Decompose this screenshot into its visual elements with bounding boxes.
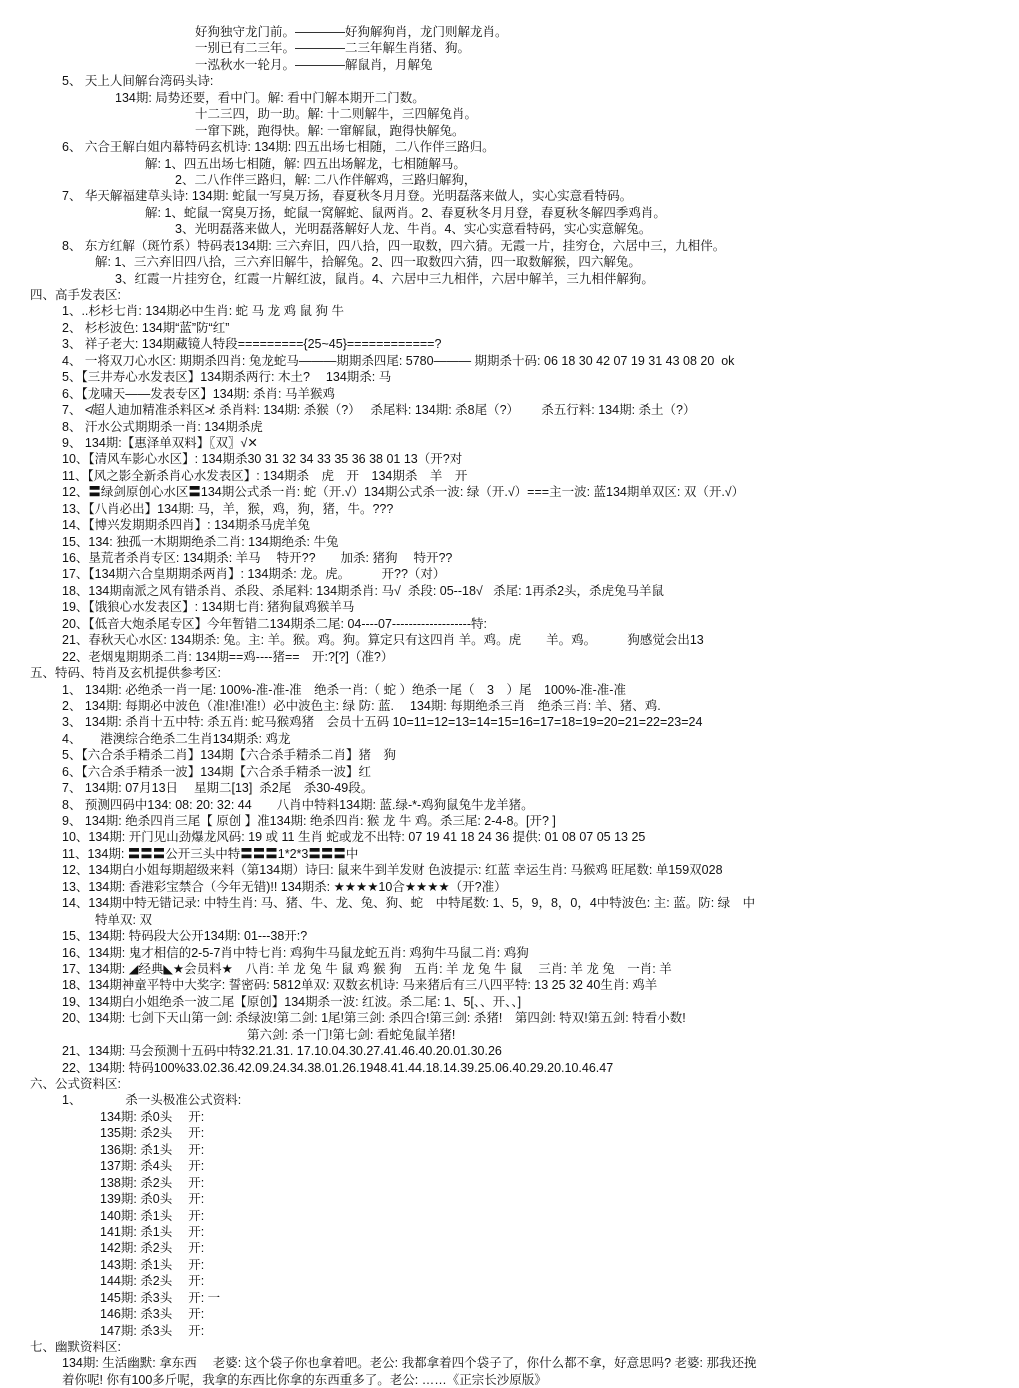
text-line: 13、134期: 香港彩宝禁合（今年无错)!! 134期杀: ★★★★10合★★★★（开?准）: [62, 879, 507, 894]
text-line: 解: 1、蛇鼠一窝臭万扬，蛇鼠一窝解蛇、鼠两肖。2、春夏秋冬月月登，春夏秋冬解四季鸡肖。: [145, 205, 666, 220]
text-line: 146期: 杀3头 开:: [100, 1307, 205, 1322]
section-4-expert-posts: [0, 287, 1019, 665]
text-line: 140期: 杀1头 开:: [100, 1208, 205, 1223]
text-line: 141期: 杀1头 开:: [100, 1224, 205, 1239]
text-line: 19、134期白小姐绝杀一波二尾【原创】134期杀一波: 红波。杀二尾: 1、5[、、开、、]: [62, 994, 522, 1009]
text-line: 6、 六合王解白姐内幕特码玄机诗: 134期: 四五出场七相随，二八作伴三路归。: [62, 140, 495, 155]
text-line: 5、 天上人间解台湾码头诗:: [62, 74, 214, 89]
text-line: 18、134期神童平特中大奖字: 誓密码: 5812单双: 双数玄机诗: 马来猪后有三八四平特: 13 25 32 40生肖: 鸡羊: [62, 978, 658, 993]
text-line: 135期: 杀2头 开:: [100, 1126, 205, 1141]
text-line: 4、 一将双刀心水区: 期期杀四肖: 兔龙蛇马———期期杀四尾: 5780——— 期期杀十码: 06 18 30 42 07 19 31 43 08 20 ok: [62, 353, 735, 368]
text-line: 11、【风之影全新杀肖心水发表区】: 134期杀 虎 开 134期杀 羊 开: [62, 468, 468, 483]
text-line: 8、 预测四码中134: 08: 20: 32: 44 八肖中特料134期: 蓝.绿-*-鸡狗鼠兔牛龙羊猪。: [62, 797, 534, 812]
text-line: 15、134: 独孤一木期期绝杀二肖: 134期绝杀: 牛兔: [62, 534, 339, 549]
section-6-formula-data: [0, 1076, 1019, 1339]
text-line: 13、【八肖必出】134期: 马，羊，猴，鸡，狗，猪，牛。???: [62, 501, 394, 516]
text-line: 3、光明磊落来做人，光明磊落解好人龙、牛肖。4、实心实意看特码，实心实意解兔。: [175, 222, 652, 237]
text-line: 七、幽默资料区:: [30, 1340, 121, 1354]
text-line: 特单双: 双: [95, 912, 152, 927]
text-line: 21、春秋天心水区: 134期杀: 兔。主: 羊。猴。鸡。狗。算定只有这四肖 羊。鸡。虎 羊。鸡。 狗感觉会出13: [62, 633, 704, 648]
text-line: 3、红霞一片挂穷仓，红霞一片解红波，鼠肖。4、六居中三九相伴，六居中解羊，三九相伴解狗。: [115, 271, 654, 286]
text-line: 20、134期: 七剑下天山第一剑: 杀绿波!第二剑: 1尾!第三剑: 杀四合!第三剑: 杀猪! 第四剑: 特双!第五剑: 特看小数!: [62, 1011, 686, 1026]
text-line: 五、特码、特肖及玄机提供参考区:: [30, 666, 221, 681]
text-line: 138期: 杀2头 开:: [100, 1175, 205, 1190]
text-line: 16、垦荒者杀肖专区: 134期杀: 羊马 特开?? 加杀: 猪狗 特开??: [62, 551, 453, 565]
text-line: 8、 汗水公式期期杀一肖: 134期杀虎: [62, 419, 263, 434]
text-line: 第六剑: 杀一门!第七剑: 看蛇兔鼠羊猪!: [247, 1027, 456, 1042]
text-line: 8、 东方红解（斑竹系）特码表134期: 三六弃旧，四八拾，四一取数，四六猜。无霞一片，挂穷仓，六居中三，九相伴。: [62, 238, 726, 253]
text-line: 2、二八作伴三路归，解: 二八作伴解鸡，三路归解狗，: [175, 172, 477, 187]
text-line: 12、〓绿剑原创心水区〓134期公式杀一肖: 蛇（开.√）134期公式杀一波: 绿（开.√）===主一波: 蓝134期单双区: 双（开.√）: [62, 485, 745, 500]
text-line: 139期: 杀0头 开:: [100, 1192, 205, 1207]
text-line: 143期: 杀1头 开:: [100, 1257, 205, 1272]
text-line: 2、 杉杉波色: 134期“蓝”防“红”: [62, 320, 230, 335]
text-line: 7、 ≮超人迪加精准杀料区≯: 杀肖料: 134期: 杀猴（?） 杀尾料: 134期: 杀8尾（?） 杀五行料: 134期: 杀土（?）: [62, 403, 696, 418]
text-line: 1、 杀一头极准公式资料:: [62, 1093, 242, 1108]
text-line: 18、134期南派之风有错杀肖、杀段、杀尾料: 134期杀肖: 马√ 杀段: 05--18√ 杀尾: 1再杀2头，杀虎兔马羊鼠: [62, 583, 665, 598]
section-5-special-codes: [0, 665, 1019, 1076]
text-line: 15、134期: 特码段大公开134期: 01---38开:?: [62, 929, 308, 944]
text-line: 144期: 杀2头 开:: [100, 1274, 205, 1289]
text-line: 17、【134期六合皇期期杀两肖】: 134期杀: 龙。虎。 开??（对）: [62, 567, 446, 582]
text-line: 134期: 局势还要，看中门。解: 看中门解本期开二门数。: [115, 90, 425, 105]
text-line: 21、134期: 马会预测十五码中特32.21.31. 17.10.04.30.27.41.46.40.20.01.30.26: [62, 1044, 502, 1059]
section-3-poem-tail: [0, 24, 1019, 287]
text-line: 137期: 杀4头 开:: [100, 1159, 205, 1174]
text-line: 22、老烟鬼期期杀二肖: 134期==鸡----猪== 开:?[?]（准?）: [62, 649, 394, 664]
text-line: 9、 134期:【惠泽单双料】〖双〗√✕: [62, 435, 258, 450]
text-line: 7、 134期: 07月13日 星期二[13] 杀2尾 杀30-49段。: [62, 781, 374, 796]
text-line: 四、高手发表区:: [30, 288, 121, 302]
section-7-humor: [0, 1339, 1019, 1388]
text-line: 14、134期中特无错记录: 中特生肖: 马、猪、牛、龙、兔、狗、蛇 中特尾数: 1、5，9，8，0，4中特波色: 主: 蓝。防: 绿 中: [62, 896, 756, 911]
text-line: 4、 港澳综合绝杀二生肖134期杀: 鸡龙: [62, 731, 291, 746]
text-line: 好狗独守龙门前。————好狗解狗肖，龙门则解龙肖。: [195, 25, 508, 39]
text-line: 2、 134期: 每期必中波色（准!准!准!）必中波色主: 绿 防: 蓝. 134期: 每期绝杀三肖 绝杀三肖: 羊、猪、鸡.: [62, 698, 661, 713]
text-line: 12、134期白小姐每期超级来料（第134期）诗曰: 鼠来牛到羊发财 色波提示: 红蓝 幸运生肖: 马猴鸡 旺尾数: 单159双028: [62, 863, 723, 878]
document-body: [0, 24, 1019, 1388]
text-line: 16、134期: 鬼才相信的2-5-7肖中特七肖: 鸡狗牛马鼠龙蛇五肖: 鸡狗牛马鼠二肖: 鸡狗: [62, 945, 529, 960]
text-line: 11、134期: 〓〓〓公开三头中特〓〓〓1*2*3〓〓〓中: [62, 846, 359, 861]
text-line: 19、【饿狼心水发表区】: 134期七肖: 猪狗鼠鸡猴羊马: [62, 600, 355, 615]
text-line: 一别已有二三年。————二三年解生肖猪、狗。: [195, 41, 471, 56]
text-line: 10、134期: 开门见山劲爆龙风码: 19 或 11 生肖 蛇或龙不出特: 07 19 41 18 24 36 提供: 01 08 07 05 13 25: [62, 830, 646, 845]
text-line: 9、 134期: 绝杀四肖三尾【 原创 】准134期: 绝杀四肖: 猴 龙 牛 鸡。杀三尾: 2-4-8。[开? ]: [62, 814, 556, 828]
text-line: 一窜下跳，跑得快。解: 一窜解鼠，跑得快解兔。: [195, 123, 465, 138]
text-line: 7、 华天解福建草头诗: 134期: 蛇鼠一写臭万扬，春夏秋冬月月登。光明磊落来做人，实心实意看特码。: [62, 189, 633, 204]
text-line: 10、【清风车影心水区】: 134期杀30 31 32 34 33 35 36 38 01 13（开?对: [62, 452, 463, 467]
text-line: 1、 134期: 必绝杀一肖一尾: 100%-准-准-准 绝杀一肖:（ 蛇 ）绝杀一尾（ 3 ）尾 100%-准-准-准: [62, 682, 626, 697]
text-line: 6、【六合杀手精杀一波】134期【六合杀手精杀一波】红: [62, 764, 372, 779]
text-line: 3、 祥子老大: 134期藏镜人特段========={25~45}============?: [62, 337, 442, 352]
text-line: 22、134期: 特码100%33.02.36.42.09.24.34.38.01.26.1948.41.44.18.14.39.25.06.40.29.20.10.46.47: [62, 1060, 614, 1075]
text-line: 134期: 生活幽默: 拿东西 老婆: 这个袋子你也拿着吧。老公: 我都拿着四个袋子了，你什么都不拿，好意思吗? 老婆: 那我还挽: [62, 1356, 757, 1371]
text-line: 134期: 杀0头 开:: [100, 1109, 205, 1124]
text-line: 一泓秋水一轮月。————解鼠肖，月解兔: [195, 57, 433, 72]
text-line: 5、【六合杀手精杀二肖】134期【六合杀手精杀二肖】猪 狗: [62, 748, 397, 763]
text-line: 20、【低音大炮杀尾专区】今年暂错二134期杀二尾: 04----07-------------------特:: [62, 616, 487, 631]
text-line: 17、134期: ◢经典◣★会员料★ 八肖: 羊 龙 兔 牛 鼠 鸡 猴 狗 五肖: 羊 龙 兔 牛 鼠 三肖: 羊 龙 兔 一肖: 羊: [62, 961, 672, 976]
text-line: 5、【三井寿心水发表区】134期杀两行: 木土? 134期杀: 马: [62, 370, 392, 385]
text-line: 142期: 杀2头 开:: [100, 1241, 205, 1256]
text-line: 解: 1、四五出场七相随，解: 四五出场解龙，七相随解马。: [145, 156, 466, 171]
text-line: 着你呢! 你有100多斤呢，我拿的东西比你拿的东西重多了。老公: ……《正宗长沙原版》: [62, 1372, 547, 1387]
text-line: 1、..杉杉七肖: 134期必中生肖: 蛇 马 龙 鸡 鼠 狗 牛: [62, 304, 344, 319]
text-line: 145期: 杀3头 开: 一: [100, 1290, 221, 1305]
text-line: 14、【博兴发期期杀四肖】: 134期杀马虎羊兔: [62, 518, 310, 533]
text-line: 十二三四，助一助。解: 十二则解牛，三四解兔肖。: [195, 107, 477, 122]
text-line: 3、 134期: 杀肖十五中特: 杀五肖: 蛇马猴鸡猪 会员十五码 10=11=12=13=14=15=16=17=18=19=20=21=22=23=24: [62, 715, 703, 730]
text-line: 136期: 杀1头 开:: [100, 1142, 205, 1157]
text-line: 6、【龙啸天——发表专区】134期: 杀肖: 马羊猴鸡: [62, 386, 335, 401]
text-line: 六、公式资料区:: [30, 1077, 121, 1091]
text-line: 解: 1、三六弃旧四八拾，三六弃旧解牛，拾解兔。2、四一取数四六猜，四一取数解猴，四六解兔。: [95, 255, 641, 270]
text-line: 147期: 杀3头 开:: [100, 1323, 205, 1338]
